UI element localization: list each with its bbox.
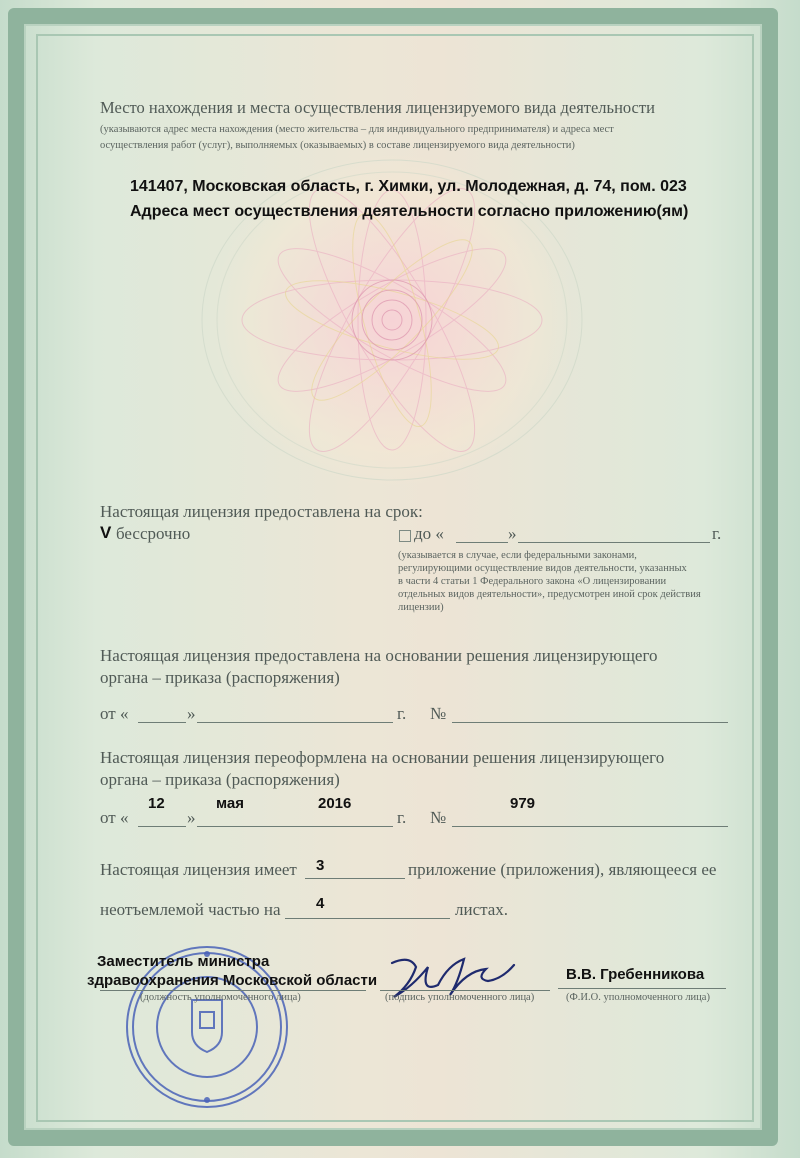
granted-from-mid: » [187,704,196,723]
term-note-line3: в части 4 статьи 1 Федерального закона «О лицензировании [398,576,667,587]
granted-day-line [138,722,186,723]
sheets-suffix: листах. [455,900,509,919]
term-note-line2: регулирующими осуществление видов деятельности, указанных [398,563,687,574]
signature-line [380,990,550,991]
reissued-from-prefix: от « [100,808,129,827]
granted-from-prefix: от « [100,704,129,723]
reissued-from-mid: » [187,808,196,827]
granted-number-sign: № [430,704,447,723]
granted-year-suffix: г. [397,704,407,723]
signer-position-line1: Заместитель министра [97,953,270,970]
reissued-number-sign: № [430,808,447,827]
address-line2: Адреса мест осуществления деятельности согласно приложению(ям) [130,203,689,220]
appendix-suffix: приложение (приложения), являющееся ее [408,860,717,879]
until-checkbox [399,530,411,542]
location-note-line2: осуществления работ (услуг), выполняемых (оказываемых) в составе лицензируемого вида деятельности) [100,140,575,151]
term-note-line5: лицензии) [398,602,444,613]
reissued-year: 2016 [318,795,352,812]
signer-position-line2: здравоохранения Московской области [87,972,378,989]
reissued-day: 12 [148,795,165,812]
reissued-line1: Настоящая лицензия переоформлена на основании решения лицензирующего [100,748,665,767]
sheets-prefix: неотъемлемой частью на [100,900,281,919]
reissued-line2: органа – приказа (распоряжения) [100,770,340,789]
signer-name: В.В. Гребенникова [566,966,705,983]
name-caption: (Ф.И.О. уполномоченного лица) [566,992,710,1003]
name-line [558,988,726,989]
until-day-line [456,542,508,543]
until-prefix: до « [414,524,444,543]
reissued-number: 979 [510,795,536,812]
reissued-number-line [452,826,728,827]
granted-line1: Настоящая лицензия предоставлена на основании решения лицензирующего [100,646,658,665]
term-heading: Настоящая лицензия предоставлена на срок: [100,502,423,521]
position-caption: (должность уполномоченного лица) [140,992,301,1003]
handwritten-signature-icon [372,945,542,1015]
indefinite-label: бессрочно [116,524,191,543]
until-mid: » [508,524,517,543]
reissued-date-line [197,826,393,827]
position-line [100,990,366,991]
indefinite-check-mark: V [100,523,112,542]
granted-number-line [452,722,728,723]
sheets-count: 4 [316,895,325,912]
appendix-count-line [305,878,405,879]
granted-line2: органа – приказа (распоряжения) [100,668,340,687]
granted-date-line [197,722,393,723]
location-heading: Место нахождения и места осуществления лицензируемого вида деятельности [100,98,655,117]
appendix-count: 3 [316,857,325,874]
sheets-count-line [285,918,450,919]
term-note-line4: отдельных видов деятельности», предусмотрен иной срок действия [398,589,701,600]
reissued-day-line [138,826,186,827]
appendix-prefix: Настоящая лицензия имеет [100,860,297,879]
reissued-month: мая [216,795,244,812]
address-line1: 141407, Московская область, г. Химки, ул. Молодежная, д. 74, пом. 023 [130,178,687,195]
until-date-line [518,542,710,543]
until-year-suffix: г. [712,524,722,543]
location-note-line1: (указываются адрес места нахождения (место жительства – для индивидуального предпринимателя) и адреса мест [100,124,614,135]
term-note-line1: (указывается в случае, если федеральными законами, [398,550,637,561]
reissued-year-suffix: г. [397,808,407,827]
signature-caption: (подпись уполномоченного лица) [385,992,535,1003]
